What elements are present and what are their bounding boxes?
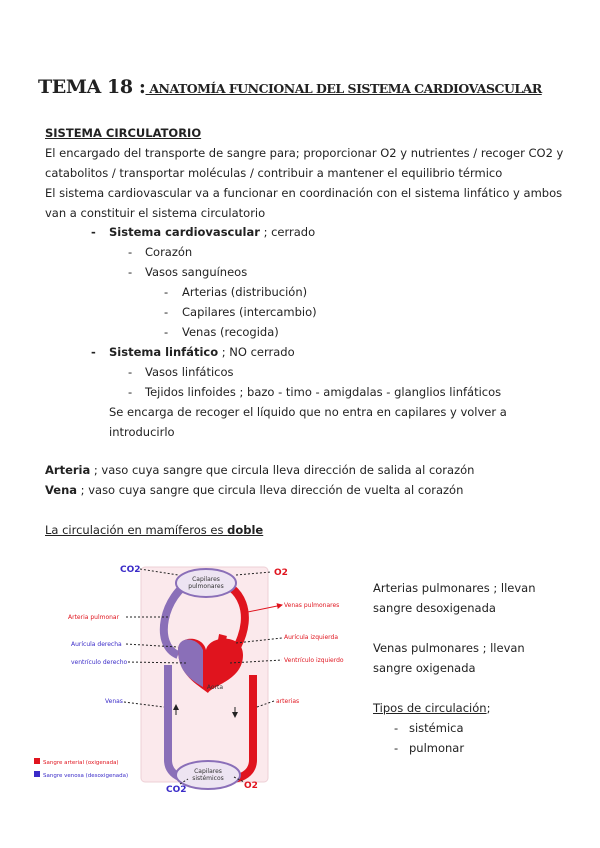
auricula-izquierda-label: Aurícula izquierda	[284, 634, 339, 641]
paragraph-line: van a constituir el sistema circulatorio	[45, 206, 266, 220]
side-note: sangre desoxigenada	[373, 601, 496, 615]
bullet-dash: -	[164, 305, 169, 319]
bullet-dash: -	[128, 385, 133, 399]
arteria-pulmonar-label: Arteria pulmonar	[68, 614, 120, 621]
list-item: Corazón	[145, 245, 193, 259]
list-item-linfatico: Sistema linfático ; NO cerrado	[109, 345, 295, 359]
capilares-sistemicos-label: Capilares	[194, 768, 222, 775]
capilares-pulmonares-label: pulmonares	[188, 583, 224, 590]
legend-swatch-arterial	[34, 758, 40, 764]
bullet-dash: -	[394, 741, 399, 755]
circulation-diagram	[28, 555, 358, 800]
capilares-sistemicos-label: sistémicos	[192, 775, 224, 782]
list-item: sistémica	[409, 721, 464, 735]
bullet-dash: -	[394, 721, 399, 735]
side-note: Arterias pulmonares ; llevan	[373, 581, 536, 595]
bullet-dash: -	[128, 265, 133, 279]
arterias-label: arterias	[276, 698, 300, 705]
capilares-pulmonares-label: Capilares	[192, 576, 220, 583]
auricula-derecha-label: Aurícula derecha	[71, 641, 122, 648]
bullet-dash: -	[164, 325, 169, 339]
list-item: Arterias (distribución)	[182, 285, 308, 299]
definition-vena: Vena ; vaso cuya sangre que circula lleva dirección de vuelta al corazón	[45, 483, 464, 497]
ventriculo-derecho-label: ventrículo derecho	[71, 659, 128, 666]
list-item: Vasos linfáticos	[145, 365, 234, 379]
bullet-dash: -	[164, 285, 169, 299]
bullet-dash: -	[91, 225, 96, 239]
co2-bottom-label: CO2	[166, 785, 187, 795]
legend-venosa: Sangre venosa (desoxigenada)	[43, 773, 129, 779]
paragraph-line: El encargado del transporte de sangre para; proporcionar O2 y nutrientes / recoger CO2 y	[45, 146, 564, 160]
bullet-dash: -	[128, 365, 133, 379]
list-item: pulmonar	[409, 741, 465, 755]
tipos-heading: Tipos de circulación;	[373, 701, 491, 715]
definition-arteria: Arteria ; vaso cuya sangre que circula lleva dirección de salida al corazón	[45, 463, 475, 477]
circulation-heading: La circulación en mamíferos es doble	[45, 523, 264, 537]
section-heading: SISTEMA CIRCULATORIO	[45, 126, 202, 140]
legend-swatch-venosa	[34, 771, 40, 777]
page-title: TEMA 18 : ANATOMÍA FUNCIONAL DEL SISTEMA CARDIOVASCULAR	[38, 76, 542, 98]
venas-pulmonares-label: Venas pulmonares	[284, 602, 340, 609]
side-note: Venas pulmonares ; llevan	[373, 641, 525, 655]
co2-top-label: CO2	[120, 565, 141, 575]
paragraph-line: El sistema cardiovascular va a funcionar en coordinación con el sistema linfático y ambos	[45, 186, 563, 200]
aorta-label: Aorta	[206, 684, 224, 691]
paragraph-line: catabolitos / transportar moléculas / contribuir a mantener el equilibrio térmico	[45, 166, 503, 180]
legend-arterial: Sangre arterial (oxigenada)	[43, 760, 119, 766]
list-item: Tejidos linfoides ; bazo - timo - amigdalas - glanglios linfáticos	[145, 385, 502, 399]
note-line: Se encarga de recoger el líquido que no entra en capilares y volver a	[109, 405, 507, 419]
ventriculo-izquierdo-label: Ventrículo izquierdo	[284, 657, 344, 664]
bullet-dash: -	[91, 345, 96, 359]
note-line: introducirlo	[109, 425, 175, 439]
bullet-dash: -	[128, 245, 133, 259]
venas-label: Venas	[105, 698, 123, 705]
list-item-cardiovascular: Sistema cardiovascular ; cerrado	[109, 225, 316, 239]
list-item: Venas (recogida)	[182, 325, 279, 339]
list-item: Capilares (intercambio)	[182, 305, 317, 319]
o2-bottom-label: O2	[244, 781, 258, 791]
list-item: Vasos sanguíneos	[145, 265, 248, 279]
side-note: sangre oxigenada	[373, 661, 476, 675]
o2-top-label: O2	[274, 568, 288, 578]
